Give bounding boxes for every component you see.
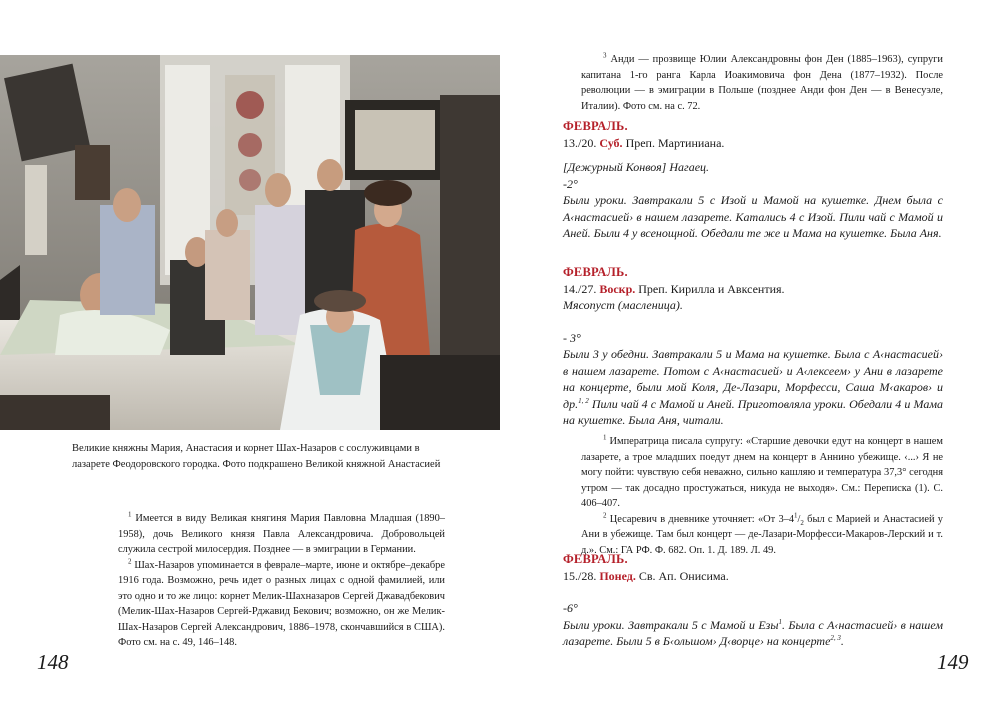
feast-note: Мясопуст (масленица). xyxy=(563,298,683,312)
left-footnotes xyxy=(118,511,445,651)
page-number: 149 xyxy=(937,650,969,674)
diary-text: Были уроки. Завтракали 5 с Изой и Мамой на кушетке. Днем была с А‹настасией› в нашем лазарете. Катались 4 с Изой. Пили чай с Мамой и Аней. Были 4 у всенощной. Обедали те же и Мама на кушетке. Была Аня. xyxy=(563,193,943,240)
month-heading: ФЕВРАЛЬ. xyxy=(563,265,628,279)
diary-text: Были уроки. Завтракали 5 с Мамой и Езы$^1$. Была с А‹настасией› в нашем лазарете. Были 5 в Б‹ольшом› Д‹ворце› на концерте$^{2, 3}$. xyxy=(563,617,943,648)
right-footnotes xyxy=(581,434,943,558)
diary-entry-feb-13 xyxy=(563,118,943,242)
temperature: -6° xyxy=(563,601,578,615)
month-heading: ФЕВРАЛЬ. xyxy=(563,552,628,566)
footnote: $^2$ Цесаревич в дневнике уточняет: «От $3-4^1/_2$ был с Марией и Анастасией у Ани в убежище. Там был концерт — де-Лазари-Морфесси-Макаров-Лерский и т. д.». См.: ГА РФ. Ф. 682. Оп. 1. Д. 189. Л. 49. xyxy=(581,511,943,556)
page-number: 148 xyxy=(37,650,69,674)
hospital-group-photo xyxy=(0,55,500,430)
footnote: $^1$ Имеется в виду Великая княгиня Мария Павловна Младшая (1890–1958), дочь Великого князя Павла Александровича. Добровольцей служила сестрой милосердия. Позднее — в эмиграции в Германии. xyxy=(118,510,445,555)
footnote: $^2$ Шах-Назаров упоминается в феврале–марте, июне и октябре–декабре 1916 года. Возможно, речь идет о разных лицах с одной фамилией, или это одно и то же лицо: корнет Мелик-Шахназаров Сергей Джавадбекович (Мелик-Шах-Назаров Сергей-Рджавид Бекович; возможно, он же Мелик-Шах-Назаров Сергей Александрович, 1886–1978, скончавшийся в США). Фото см. на с. 49, 146–148. xyxy=(118,557,445,648)
photo-illustration xyxy=(0,55,500,430)
diary-entry-feb-15 xyxy=(563,551,943,650)
date-line: 14./27. Воскр. Преп. Кирилла и Авксентия. xyxy=(563,281,785,296)
temperature: -2° xyxy=(563,176,578,191)
photo-caption: Великие княжны Мария, Анастасия и корнет Шах-Назаров с сослуживцами в лазарете Феодоровского городка. Фото подкрашено Великой княжной Анастасией xyxy=(72,443,441,470)
date-line: 15./28. Понед. Св. Ап. Онисима. xyxy=(563,568,729,583)
footnote: $^1$ Императрица писала супругу: «Старшие девочки едут на концерт в нашем лазарете, а трое младших поедут днем на концерт в Аннино убежище. ‹...› Я не могу пойти: чувствую себя неважно, сильно кашляю и температура 37,3° сегодня утром — так досадно простужаться, никуда не выходя». См.: Переписка (1). С. 406–407. xyxy=(581,433,943,509)
diary-text: Были 3 у обедни. Завтракали 5 и Мама на кушетке. Была с А‹настасией› в нашем лазарете. Потом с А‹настасией› и А‹лексеем› у Ани в лазарете на концерте, были мой Коля, Де-Лазари, Морфесси, Саша М‹акаров› и др.$^{1, 2}$ Пили чай 4 с Мамой и Аней. Приготовляла уроки. Обедали 4 и Мама на кушетке. Была Аня, читали. xyxy=(563,347,943,427)
diary-entry-feb-14 xyxy=(563,264,943,429)
date-line: 13./20. Суб. Преп. Мартиниана. xyxy=(563,135,725,150)
temperature: - 3° xyxy=(563,330,581,345)
month-heading: ФЕВРАЛЬ. xyxy=(563,119,628,133)
top-footnote: $^3$ Анди — прозвище Юлии Александровны фон Ден (1885–1963), супруги капитана 1-го ранга Карла Иоакимовича фон Дена (1877–1932). После революции — в эмиграции в Польше (позднее Анди фон Ден — в Венесуэле, Италии). Фото см. на с. 72. xyxy=(581,51,943,112)
convoy-note: [Дежурный Конвоя] Нагаец. xyxy=(563,160,710,174)
